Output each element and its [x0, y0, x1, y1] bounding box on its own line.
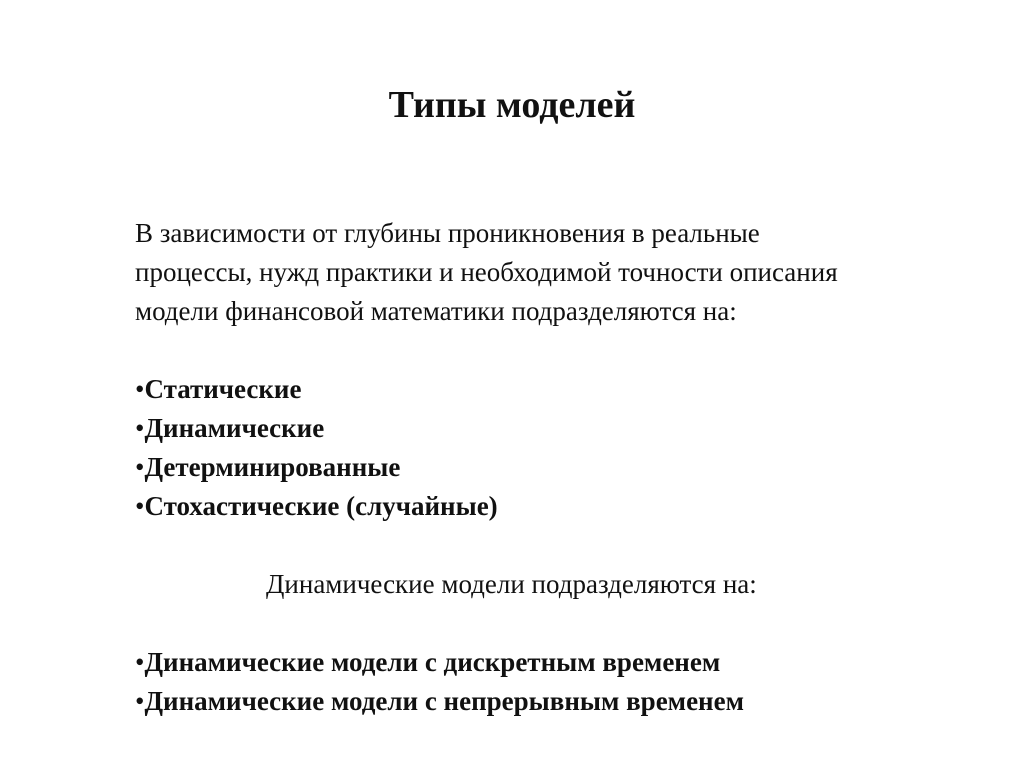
- bullet-icon: •: [135, 491, 145, 521]
- bullet-icon: •: [135, 647, 145, 677]
- intro-line: В зависимости от глубины проникновения в реальные: [135, 218, 760, 248]
- list-item: [135, 643, 985, 682]
- intro-line: процессы, нужд практики и необходимой точности описания: [135, 257, 838, 287]
- list-item-label: Динамические модели с дискретным временем: [144, 647, 721, 677]
- list-item: [135, 448, 985, 487]
- intro-line: модели финансовой математики подразделяются на:: [135, 296, 737, 326]
- list-item: [135, 682, 985, 721]
- bullet-icon: •: [135, 374, 145, 404]
- model-types-list: [135, 370, 985, 526]
- list-item-label: Динамические модели с непрерывным временем: [144, 686, 744, 716]
- bullet-icon: •: [135, 686, 145, 716]
- dynamic-models-heading: Динамические модели подразделяются на:: [266, 569, 757, 599]
- list-item-label: Динамические: [144, 413, 325, 443]
- list-item: [135, 370, 985, 409]
- intro-paragraph: [135, 214, 985, 331]
- bullet-icon: •: [135, 413, 145, 443]
- list-item: [135, 487, 985, 526]
- list-item-label: Статические: [144, 374, 302, 404]
- slide-title: Типы моделей: [388, 84, 636, 126]
- list-item-label: Стохастические (случайные): [144, 491, 498, 521]
- list-item: [135, 409, 985, 448]
- list-item-label: Детерминированные: [144, 452, 401, 482]
- slide-content: [135, 214, 985, 721]
- dynamic-types-list: [135, 643, 985, 721]
- bullet-icon: •: [135, 452, 145, 482]
